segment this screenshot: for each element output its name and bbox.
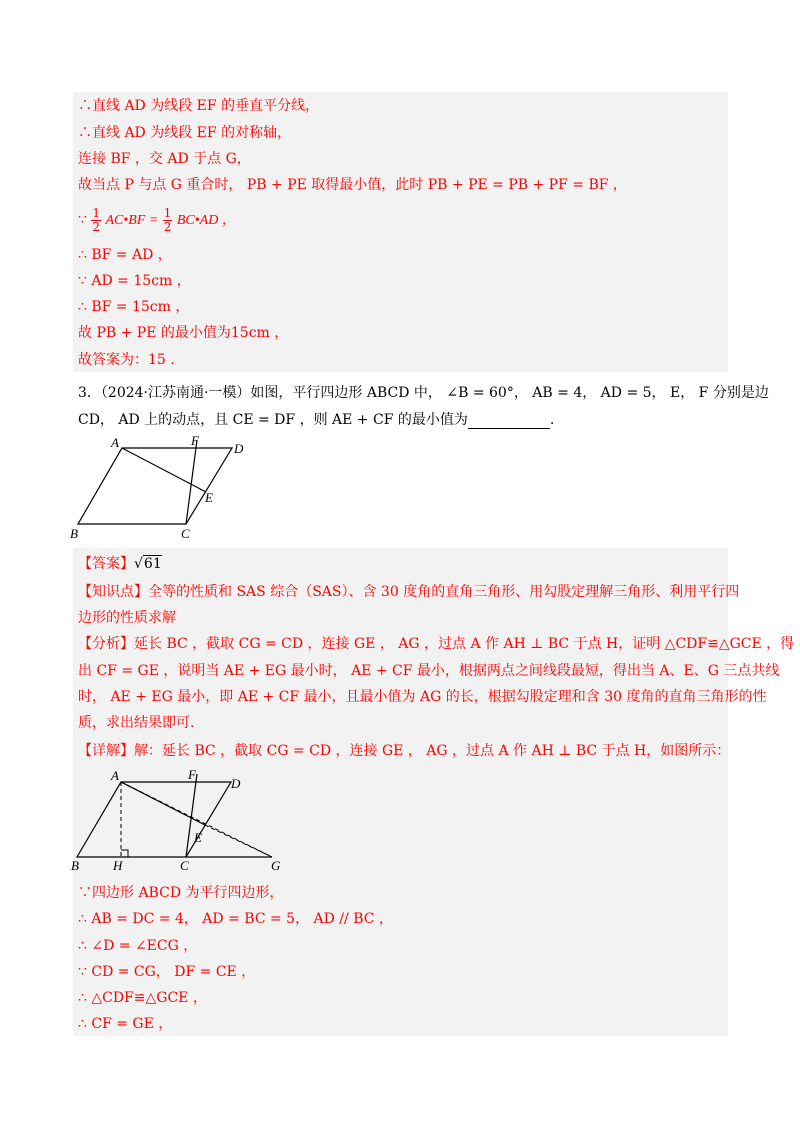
solution-line: ∴直线 AD 为线段 EF 的垂直平分线， bbox=[78, 98, 320, 114]
fraction-numerator: 1 bbox=[92, 205, 101, 220]
analysis-line: 出 CF = GE ，说明当 AE + EG 最小时， AE + CF 最小，根据两点之间线段最短，得出当 A、E、G 三点共线 bbox=[78, 663, 780, 679]
analysis-line: 【分析】延长 BC ，截取 CG = CD ，连接 GE ， AG ，过点 A 作 AH ⊥ BC 于点 H，证明 △CDF≌△GCE ，得 bbox=[78, 636, 795, 652]
detail-intro: 【详解】解：延长 BC ，截取 CG = CD ，连接 GE ， AG ，过点 A 作 AH ⊥ BC 于点 H，如图所示： bbox=[78, 743, 731, 759]
fraction-expr: AC•BF = bbox=[105, 213, 159, 228]
figure1-label-A: A bbox=[111, 435, 119, 450]
sqrt-symbol: √ bbox=[134, 556, 143, 572]
detail-line: ∴ ∠D = ∠ECG ， bbox=[78, 938, 198, 954]
answer-label: 【答案】 bbox=[78, 556, 134, 572]
fraction bbox=[91, 207, 101, 234]
solution-line: 故答案为：15 . bbox=[78, 352, 175, 368]
fraction-denominator: 2 bbox=[163, 219, 172, 234]
problem-period: . bbox=[549, 412, 555, 428]
fraction-denominator: 2 bbox=[92, 219, 101, 234]
detail-line: ∴ △CDF≌△GCE ， bbox=[78, 990, 207, 1006]
knowledge-line-1: 【知识点】全等的性质和 SAS 综合（SAS）、含 30 度角的直角三角形、用勾股定理解三角形、利用平行四 bbox=[78, 584, 740, 600]
solution-line: 连接 BF ，交 AD 于点 G， bbox=[78, 151, 251, 167]
detail-line: ∵四边形 ABCD 为平行四边形， bbox=[78, 885, 284, 901]
analysis-line: 质，求出结果即可. bbox=[78, 715, 195, 731]
solution-line: 故 PB + PE 的最小值为15cm ， bbox=[78, 325, 289, 341]
solution-line: ∵ AD = 15cm ， bbox=[78, 273, 191, 289]
parallelogram-figure-2 bbox=[66, 766, 296, 878]
fraction-numerator: 1 bbox=[163, 205, 172, 220]
detail-line: ∴ CF = GE ， bbox=[78, 1016, 173, 1032]
figure2-label-B: B bbox=[71, 858, 79, 873]
answer-line bbox=[78, 555, 162, 573]
figure2-label-E: E bbox=[194, 830, 202, 845]
figure2-label-D: D bbox=[231, 776, 241, 791]
knowledge-line-2: 边形的性质求解 bbox=[78, 610, 176, 626]
solution-line: 故当点 P 与点 G 重合时， PB + PE 取得最小值，此时 PB + PE = PB + PF = BF ， bbox=[78, 177, 627, 193]
figure2-label-G: G bbox=[271, 858, 281, 873]
figure2-label-F: F bbox=[188, 767, 196, 782]
fraction bbox=[163, 207, 173, 234]
figure2-label-H: H bbox=[113, 858, 123, 873]
detail-line: ∵ CD = CG， DF = CE ， bbox=[78, 964, 256, 980]
problem-line-2-text: CD， AD 上的动点，且 CE = DF ，则 AE + CF 的最小值为 bbox=[78, 412, 468, 428]
answer-blank bbox=[468, 414, 550, 429]
problem-line-2 bbox=[78, 411, 554, 429]
parallelogram-figure-1 bbox=[66, 430, 256, 542]
figure1-label-D: D bbox=[234, 441, 244, 456]
fraction-line bbox=[78, 205, 236, 236]
problem-line-1: 3．（2024·江苏南通·一模）如图，平行四边形 ABCD 中， ∠B = 60°， AB = 4， AD = 5， E， F 分别是边 bbox=[78, 385, 769, 401]
solution-line: ∴直线 AD 为线段 EF 的对称轴， bbox=[78, 125, 292, 141]
analysis-line: 时， AE + EG 最小，即 AE + CF 最小，且最小值为 AG 的长，根据勾股定理和含 30 度角的直角三角形的性 bbox=[78, 689, 767, 705]
figure1-label-F: F bbox=[191, 433, 199, 448]
because-symbol: ∵ bbox=[78, 212, 87, 228]
figure1-label-B: B bbox=[70, 526, 78, 541]
detail-line: ∴ AB = DC = 4， AD = BC = 5， AD // BC ， bbox=[78, 911, 393, 927]
figure1-label-E: E bbox=[205, 490, 213, 505]
fraction-expr-end: BC•AD ， bbox=[176, 213, 236, 228]
figure2-label-A: A bbox=[111, 768, 119, 783]
solution-line: ∴ BF = AD ， bbox=[78, 247, 172, 263]
figure2-label-C: C bbox=[180, 858, 189, 873]
answer-value: 61 bbox=[143, 556, 162, 572]
figure1-label-C: C bbox=[181, 526, 190, 541]
solution-line: ∴ BF = 15cm ， bbox=[78, 299, 190, 315]
